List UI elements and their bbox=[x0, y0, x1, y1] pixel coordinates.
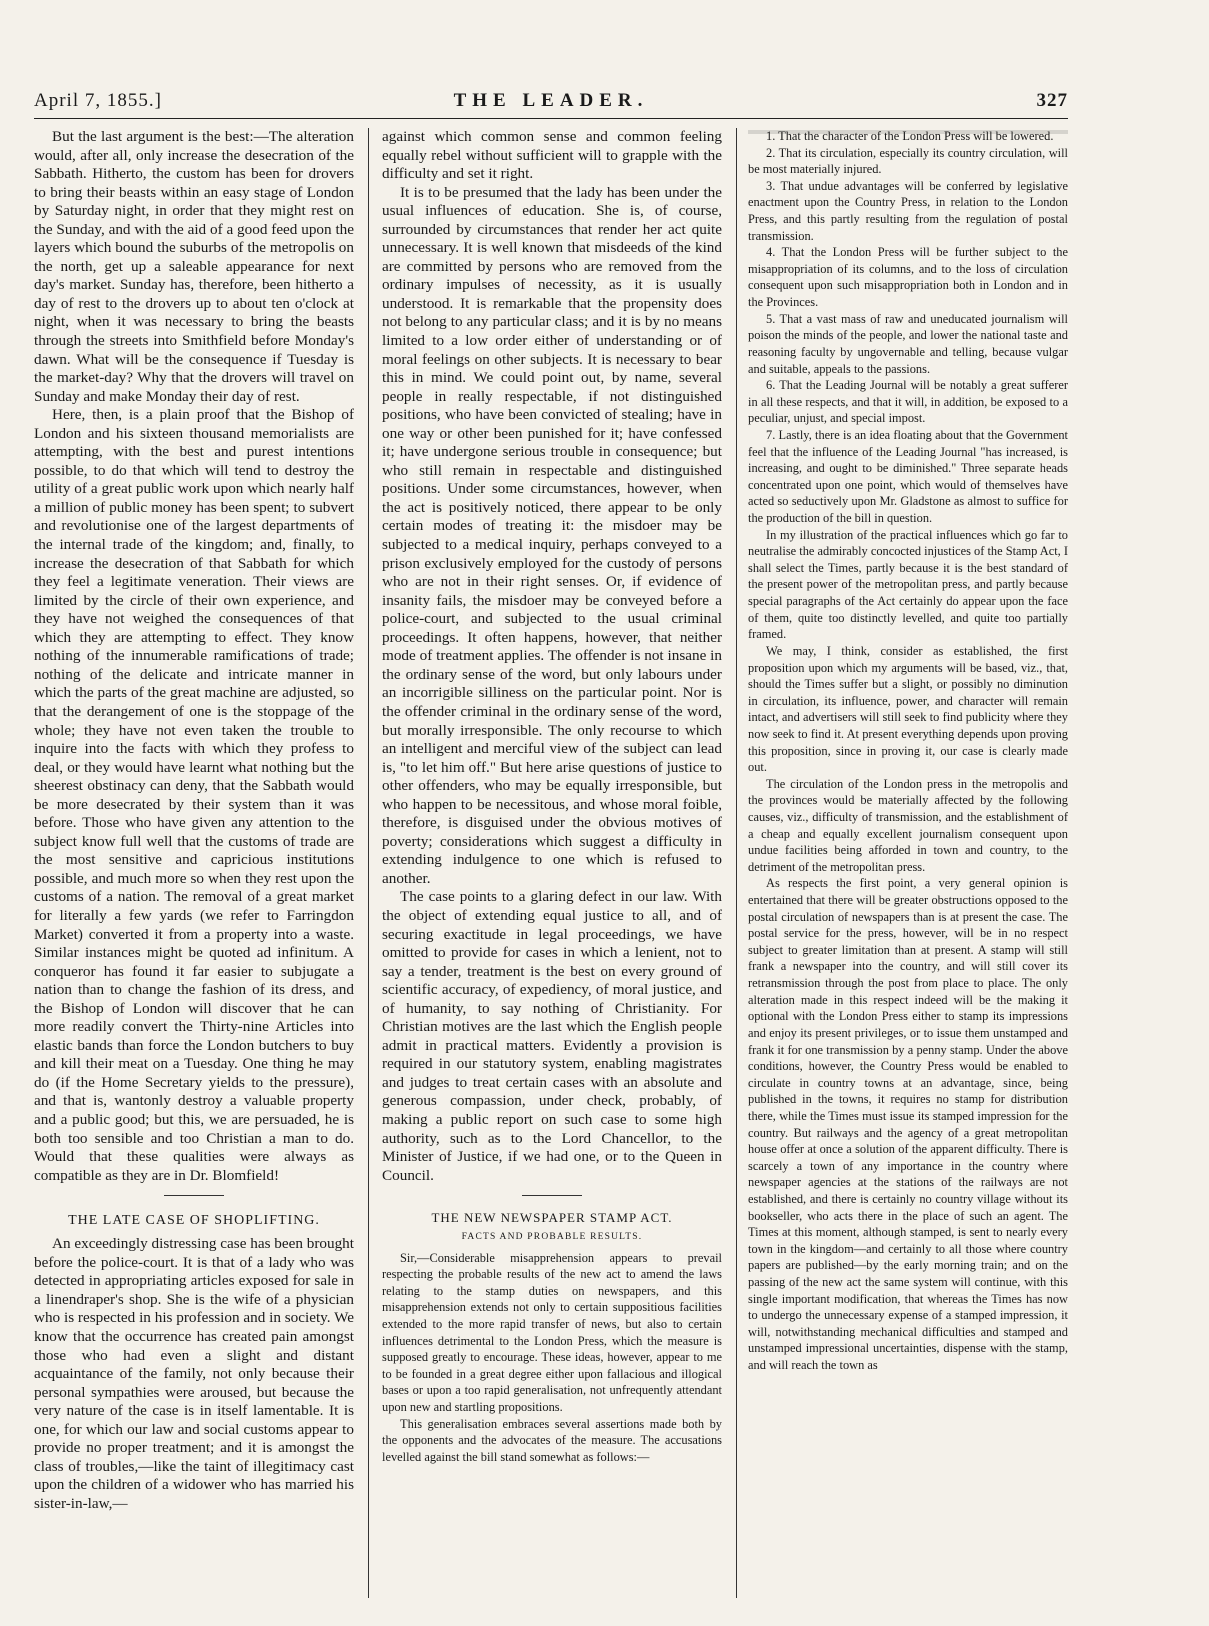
article-heading-stamp-act: THE NEW NEWSPAPER STAMP ACT. bbox=[431, 1210, 673, 1226]
list-item: 7. Lastly, there is an idea floating about that the Government feel that the influence of the Leading Journal "has increased, is increasing, and ought to be diminished." Three separate heads concentrated upon one point, which would of themselves have acted so seductively upon Mr. Gladstone as almost to suffice for the production of the bill in question. bbox=[748, 427, 1068, 526]
section-rule bbox=[522, 1195, 582, 1196]
article-heading-shoplifting: THE LATE CASE OF SHOPLIFTING. bbox=[68, 1213, 320, 1229]
column-1 bbox=[34, 128, 354, 1608]
list-item: 5. That a vast mass of raw and uneducated journalism will poison the minds of the people, and lower the national taste and reasoning faculty by ungovernable and telling, because vulgar and suitable, appeals to the passions. bbox=[748, 311, 1068, 376]
paragraph: The case points to a glaring defect in our law. With the object of extending equal justice to all, and of securing exactitude in legal proceedings, we have omitted to provide for cases in which a lenient, not to say a tender, treatment is the best on every ground of scientific accuracy, of expediency, of moral justice, and of humanity, to say nothing of Christianity. For Christian motives are the last which the English people admit in practical matters. Evidently a provision is required in our statutory system, enabling magistrates and judges to treat certain cases with an absolute and generous compassion, under check, probably, of making a public report on such case to some high authority, such as to the Lord Chancellor, to the Minister of Justice, if we had one, or to the Queen in Council. bbox=[382, 888, 722, 1184]
list-item: 3. That undue advantages will be conferred by legislative enactment upon the Country Press, in relation to the London Press, and this partly resulting from the regulation of postal transmission. bbox=[748, 178, 1068, 243]
paragraph: This generalisation embraces several assertions made both by the opponents and the advocates of the measure. The accusations levelled against the bill stand somewhat as follows:— bbox=[382, 1416, 722, 1464]
paragraph: The circulation of the London press in the metropolis and the provinces would be materially affected by the following causes, viz., difficulty of transmission, and the establishment of a cheap and equally excellent journalism consequent upon undue facilities being afforded in town and country, to the detriment of the metropolitan press. bbox=[748, 776, 1068, 874]
column-divider bbox=[736, 128, 737, 1598]
list-item: 4. That the London Press will be further subject to the misappropriation of its columns, and to the loss of circulation consequent upon such misappropriation both in London and in the Provinces. bbox=[748, 245, 1068, 310]
print-smudge bbox=[748, 130, 1068, 134]
paragraph: We may, I think, consider as established, the first proposition upon which my arguments will be based, viz., that, should the Times suffer but a slight, or possibly no diminution in circulation, its influence, power, and character will remain intact, and advertisers will still seek to find publicity where they now seek to find it. At present everything depends upon proving this proposition, since in proving it, our case is clearly made out. bbox=[748, 643, 1068, 775]
list-item: 6. That the Leading Journal will be notably a great sufferer in all these respects, and that it will, in addition, be exposed to a peculiar, unjust, and special impost. bbox=[748, 378, 1068, 426]
column-divider bbox=[368, 128, 369, 1598]
paragraph: It is to be presumed that the lady has been under the usual influences of education. She is, of course, surrounded by circumstances that render her act quite unnecessary. It is well known that misdeeds of the kind are committed by persons who are removed from the ordinary impulses of necessity, as it is usually understood. It is remarkable that the propensity does not belong to any particular class; and it is by no means limited to a low order either of understanding or of moral feelings on other subjects. It is necessary to bear this in mind. We could point out, by name, several people in really respectable, if not distinguished positions, who have been convicted of stealing; have in one way or other been punished for it; have confessed it; have undergone serious trouble in consequence; but who still remain in respectable and distinguished positions. Under some circumstances, however, when the act is positively noticed, there appear to be only certain modes of treating it: the misdoer may be subjected to a medical inquiry, perhaps conveyed to a prison exclusively employed for the custody of persons who are not in their right senses. Or, if evidence of insanity fails, the misdoer may be conveyed before a police-court, and subjected to the usual criminal proceedings. It often happens, however, that neither mode of treatment applies. The offender is not insane in the ordinary sense of the word, but only labours under an incorrigible silliness on the particular point. Nor is the offender criminal in the ordinary sense of the word, but morally irresponsible. The only recourse to which an intelligent and merciful view of the subject can lead is, "to let him off." But here arise questions of justice to other offenders, who may be equally irresponsible, but who happen to be necessitous, and whose moral foible, therefore, is disguised under the obvious motives of poverty; considerations which suggest a difficulty in extending indulgence to one which is refused to another. bbox=[382, 183, 722, 887]
article-subheading: FACTS AND PROBABLE RESULTS. bbox=[461, 1232, 643, 1243]
column-2 bbox=[382, 128, 722, 1608]
paragraph: In my illustration of the practical influences which go far to neutralise the admirably concocted injustices of the Stamp Act, I shall select the Times, partly because it is the best standard of the present power of the metropolitan press, and partly because special paragraphs of the Act certainly do appear upon the face of them, quite too distinctly levelled, and quite too partially framed. bbox=[748, 527, 1068, 642]
newspaper-title: THE LEADER. bbox=[453, 90, 649, 111]
paragraph: As respects the first point, a very general opinion is entertained that there will be greater obstructions opposed to the postal circulation of newspapers than is at present the case. The postal service for the press, however, will be in no respect subject to greater limitation than at present. A stamp will still frank a newspaper into the country, and will still cover its retransmission through the post from place to place. The only alteration made in this respect indeed will be the making it optional with the London Press either to stamp its impressions and enjoy its present privileges, or to issue them unstamped and frank it for one transmission by a penny stamp. Under the above conditions, however, the Country Press would be enabled to circulate in country towns at an advantage, since, being published in the towns, it requires no stamp for distribution there, while the Times must issue its stamped impression for the country. But railways and the agency of a great metropolitan house offer at once a solution of the apparent difficulty. There is scarcely a town of any importance in the country where newspaper agencies at the stations of the railways are not established, and there is certainly no country village without its bookseller, who acts there in the place of such an agent. The Times at this moment, although stamped, is sent to nearly every town in the kingdom—and certainly to all those where country papers are published—by the early morning train; and on the passing of the new act the same system will continue, with this single important modification, that whereas the Times has now to undergo the unnecessary expense of a stamped impression, it will, notwithstanding mechanical difficulties and stamped and unstamped impressional uncertainties, dispense with the stamp, and will reach the town as bbox=[748, 876, 1068, 1373]
paragraph: An exceedingly distressing case has been brought before the police-court. It is that of a lady who was detected in appropriating articles exposed for sale in a linendraper's shop. She is the wife of a physician who is respected in his profession and in society. We know that the occurrence has created pain amongst those who had even a slight and distant acquaintance of the family, not only because their personal sympathies were aroused, but because the very nature of the case is in itself lamentable. It is one, for which our law and social customs appear to provide no proper treatment; and it is amongst the class of troubles,—like the taint of illegitimacy cast upon the children of a widower who has married his sister-in-law,— bbox=[34, 1235, 354, 1512]
list-item: 1. That the character of the London Press will be lowered. bbox=[766, 129, 1054, 143]
page-number: 327 bbox=[1036, 90, 1068, 111]
section-rule bbox=[164, 1195, 224, 1196]
paragraph: But the last argument is the best:—The alteration would, after all, only increase the desecration of the Sabbath. Hitherto, the custom has been for drovers to bring their beasts within an easy stage of London by Saturday night, in order that they might rest on the Sunday, and with the aid of a good feed upon the layers which bound the suburbs of the metropolis on the north, get up a saleable appearance for next day's market. Sunday has, therefore, been hitherto a day of rest to the drovers up to about ten o'clock at night, when it was necessary to bring the beasts through the streets into Smithfield before Monday's dawn. What will be the consequence if Tuesday is the market-day? Why that the drovers will travel on Sunday and make Monday their day of rest. bbox=[34, 128, 354, 405]
list-item: 2. That its circulation, especially its country circulation, will be most materially injured. bbox=[748, 145, 1068, 177]
column-3 bbox=[748, 128, 1068, 1608]
header-rule bbox=[34, 118, 1068, 119]
masthead bbox=[34, 90, 1068, 116]
paragraph: against which common sense and common feeling equally rebel without sufficient will to grapple with the difficulty and set it right. bbox=[382, 128, 722, 183]
paragraph: Sir,—Considerable misapprehension appears to prevail respecting the probable results of the new act to amend the laws relating to the stamp duties on newspapers, and this misapprehension extends not only to certain suppositious facilities extended to the more rapid transfer of news, but also to certain influences detrimental to the London Press, which the measure is supposed greatly to encourage. These ideas, however, appear to me to be founded in a great degree either upon fallacious and illogical bases or upon a too rapid generalisation, not unfrequently attendant upon new and startling propositions. bbox=[382, 1250, 722, 1415]
issue-date: April 7, 1855.] bbox=[34, 90, 162, 111]
paragraph: Here, then, is a plain proof that the Bishop of London and his sixteen thousand memorialists are attempting, with the best and purest intentions possible, to do that which will tend to destroy the utility of a great public work upon which nearly half a million of public money has been spent; to subvert and revolutionise one of the largest departments of the internal trade of the kingdom; and, finally, to increase the desecration of that Sabbath for which they feel a legitimate veneration. Their views are limited by the circle of their own experience, and they have not weighed the consequences of that which they are attempting to effect. They know nothing of the innumerable ramifications of trade; nothing of the delicate and intricate manner in which the parts of the great machine are adjusted, so that the derangement of one is the stoppage of the whole; they have not even taken the trouble to inquire into the facts with which they profess to deal, or they would have learnt what nothing but the sheerest obstinacy can deny, that the Sabbath would be more desecrated by their system than it was before. Those who have given any attention to the subject know full well that the customs of trade are the most sensitive and capricious institutions possible, and much more so when they rest upon the customs of a nation. The removal of a great market for literally a few yards (we refer to Farringdon Market) converted it from a property into a waste. Similar instances might be quoted ad infinitum. A conqueror has found it far easier to subjugate a nation than to change the fashion of its dress, and the Bishop of London will discover that he can more readily convert the Thirty-nine Articles into elastic bands than force the London butchers to buy and kill their meat on a Tuesday. One thing he may do (if the Home Secretary yields to the pressure), and that is, wantonly destroy a valuable property and a public good; but this, we are persuaded, he is both too sensible and too Christian a man to do. Would that these qualities were always as compatible as they are in Dr. Blomfield! bbox=[34, 406, 354, 1184]
